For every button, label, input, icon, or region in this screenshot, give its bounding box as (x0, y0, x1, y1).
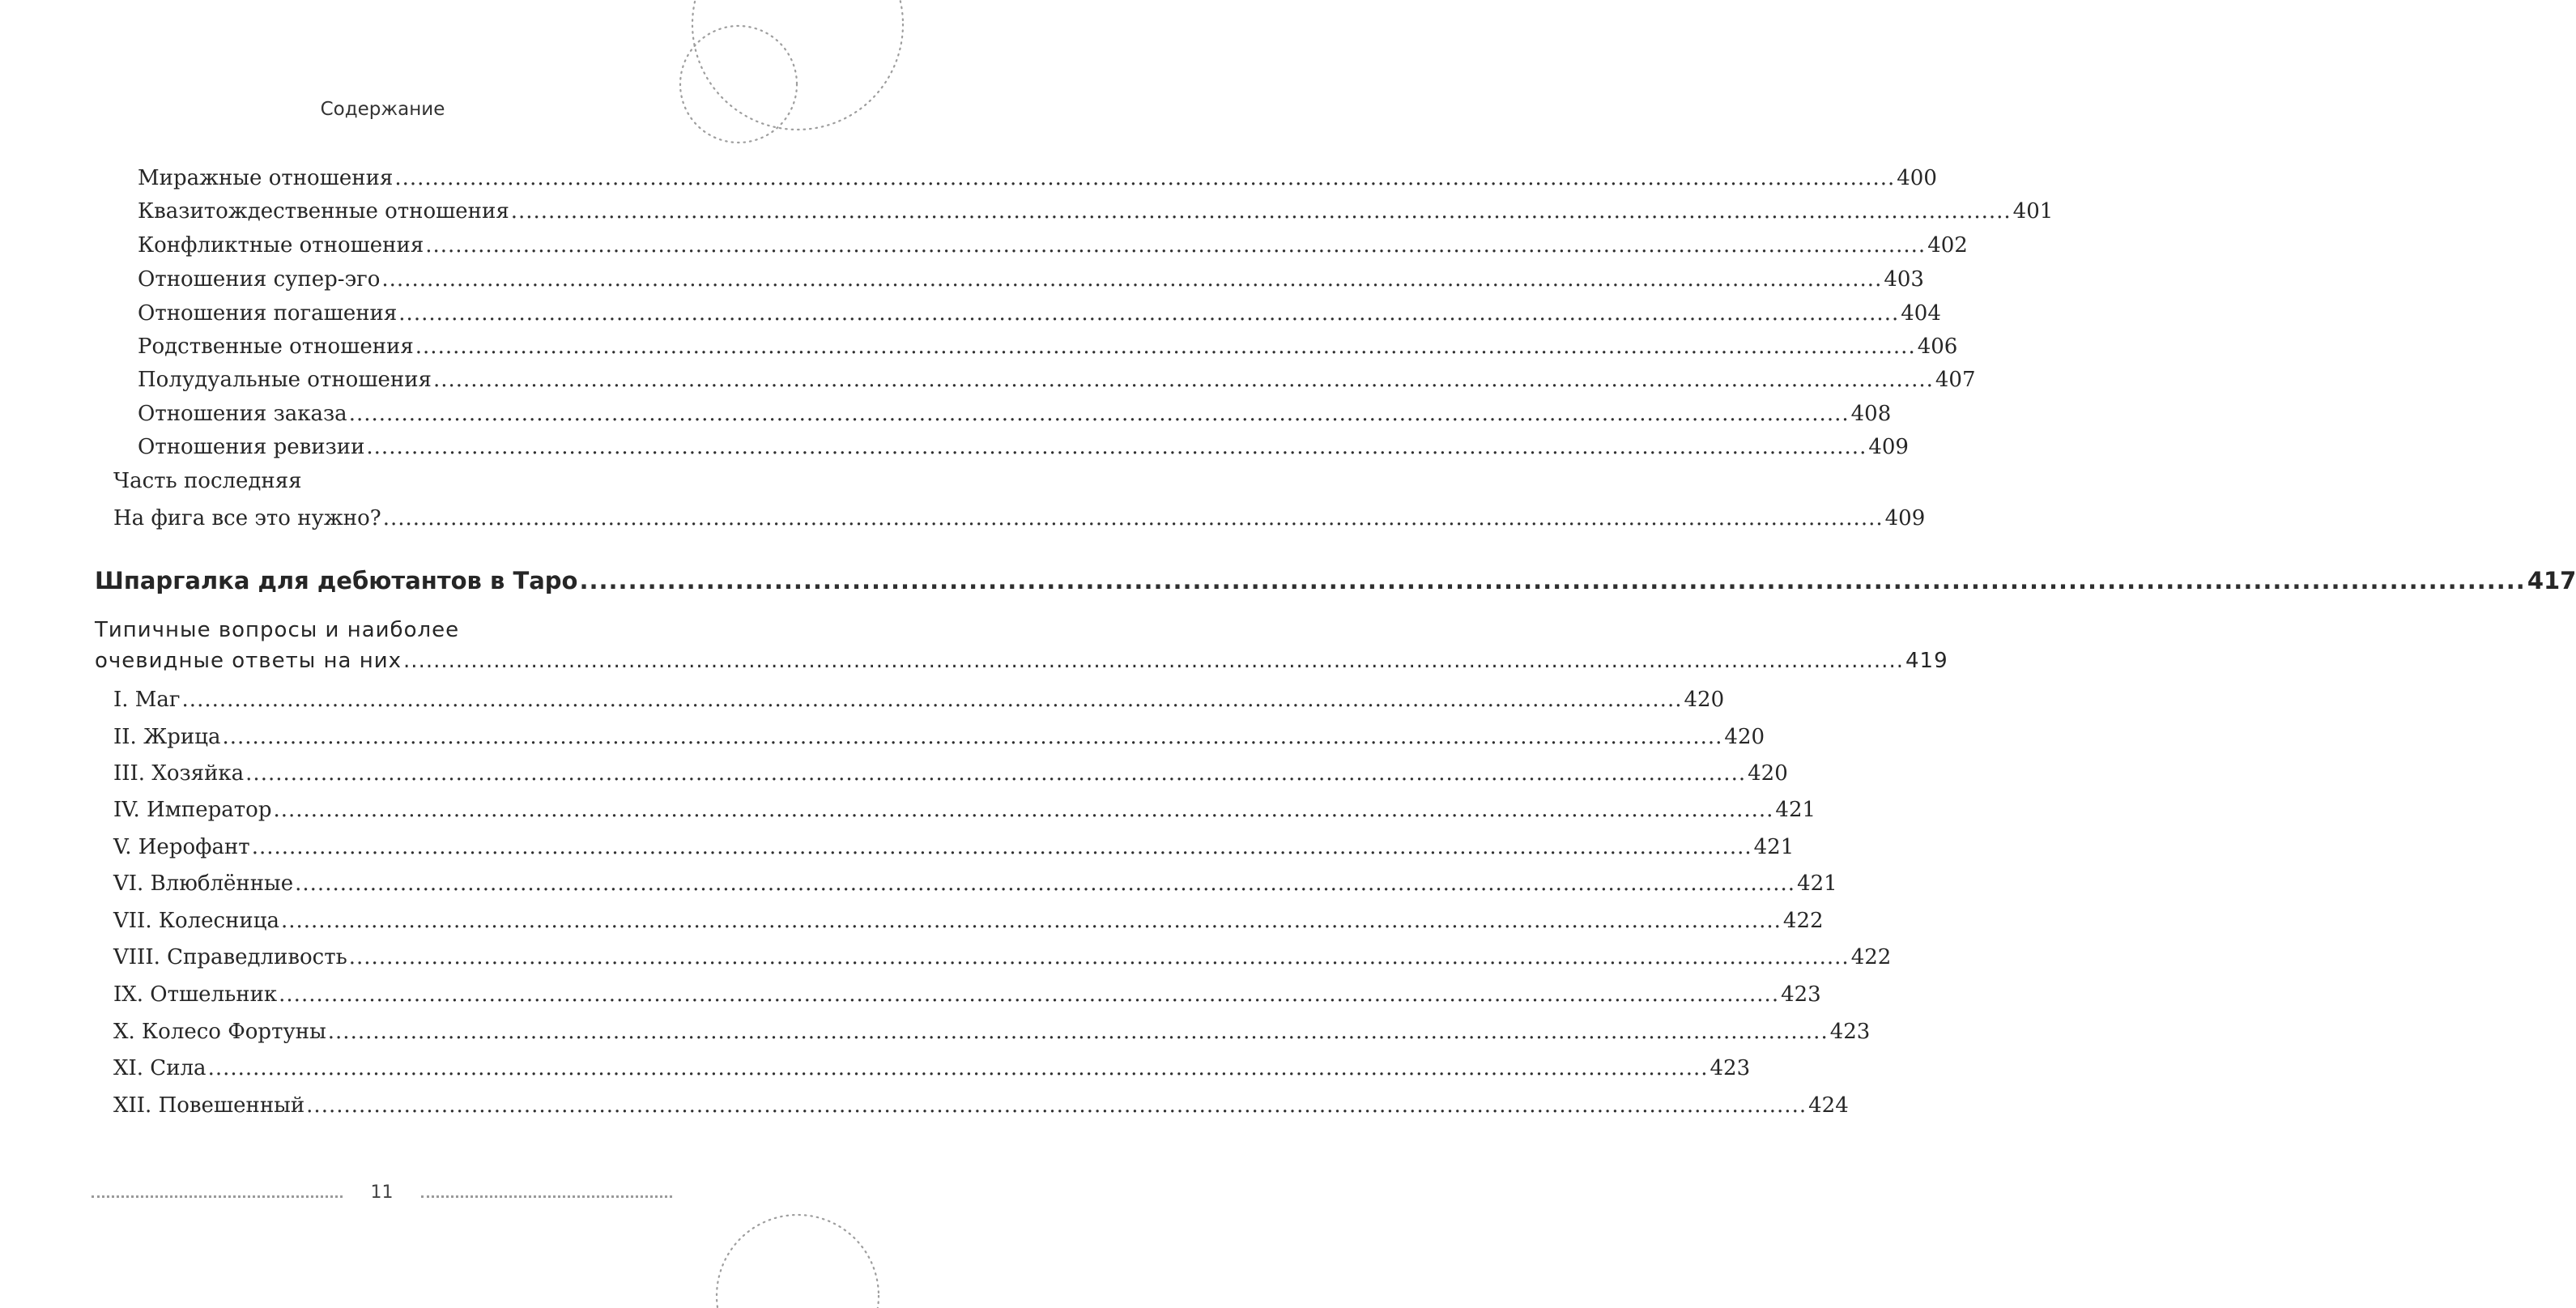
toc-entry-page: 407 (1935, 368, 1976, 392)
toc-entry[interactable] (113, 796, 1816, 824)
dot-leader: ........................................................................................................................................................................................................ (579, 567, 2526, 594)
toc-entry-label: Отношения супер-эго (138, 267, 381, 292)
toc-entry-label: IX. Отшельник (113, 982, 278, 1007)
toc-entry-page: 424 (1808, 1093, 1849, 1118)
dot-leader: ........................................................................................................................................................................................................ (251, 835, 1752, 859)
toc-entry-label: XI. Сила (113, 1056, 207, 1080)
toc-section-label: очевидные ответы на них (95, 649, 402, 673)
toc-entry-label: Отношения ревизии (138, 435, 365, 459)
dot-leader: ........................................................................................................................................................................................................ (348, 945, 1850, 969)
toc-entry-page: 423 (1710, 1056, 1751, 1080)
dot-leader: ........................................................................................................................................................................................................ (245, 761, 1747, 786)
part-title: Часть последняя (113, 469, 302, 493)
toc-entry-label: XII. Повешенный (113, 1093, 305, 1118)
dot-leader: ........................................................................................................................................................................................................ (280, 909, 1782, 933)
toc-entry[interactable] (113, 505, 1926, 532)
toc-entry-label: VIII. Справедливость (113, 945, 347, 969)
toc-entry-page: 420 (1748, 761, 1788, 786)
toc-entry[interactable] (138, 433, 1909, 461)
dot-leader: ........................................................................................................................................................................................................ (327, 1020, 1829, 1044)
toc-entry[interactable] (113, 944, 1892, 971)
toc-entry-label: I. Маг (113, 688, 181, 712)
toc-entry-page: 401 (2012, 199, 2054, 224)
toc-entry[interactable] (113, 686, 1725, 714)
toc-section-cheatsheet[interactable] (95, 565, 2576, 596)
toc-section-label: Шпаргалка для дебютантов в Таро (95, 567, 578, 594)
dot-leader: ........................................................................................................................................................................................................ (425, 233, 1927, 258)
toc-entry-page: 409 (1868, 435, 1909, 459)
toc-section-questions-line1: Типичные вопросы и наиболее (95, 618, 460, 642)
toc-entry[interactable] (113, 1018, 1871, 1046)
toc-entry[interactable] (138, 400, 1892, 428)
toc-entry-page: 423 (1829, 1020, 1871, 1044)
toc-entry-page: 421 (1775, 798, 1816, 822)
toc-entry-label: IV. Император (113, 798, 272, 822)
toc-entry-label: Миражные отношения (138, 166, 394, 190)
toc-entry-label: Родственные отношения (138, 334, 414, 359)
dot-leader: ........................................................................................................................................................................................................ (432, 368, 1934, 392)
toc-entry-page: 404 (1901, 301, 1941, 326)
dot-leader: ........................................................................................................................................................................................................ (510, 199, 2012, 224)
toc-entry-page: 402 (1927, 233, 1968, 258)
dot-leader: ........................................................................................................................................................................................................ (403, 649, 1904, 673)
dotted-rule-right (421, 1195, 672, 1198)
toc-entry[interactable] (113, 870, 1837, 897)
toc-entry-label: X. Колесо Фортуны (113, 1020, 326, 1044)
toc-entry-label: II. Жрица (113, 725, 221, 749)
toc-entry-page: 400 (1897, 166, 1937, 190)
toc-entry-page: 422 (1850, 945, 1892, 969)
toc-entry[interactable] (138, 300, 1941, 327)
toc-entry-label: V. Иерофант (113, 835, 250, 859)
toc-entry-label: VII. Колесница (113, 909, 279, 933)
dot-leader: ........................................................................................................................................................................................................ (222, 725, 1723, 749)
running-head-title: Содержание (320, 99, 445, 120)
toc-entry[interactable] (113, 1054, 1751, 1082)
dot-leader: ........................................................................................................................................................................................................ (207, 1056, 1709, 1080)
toc-entry-page: 409 (1884, 506, 1926, 530)
toc-entry[interactable] (138, 198, 2054, 225)
toc-entry-page: 423 (1781, 982, 1821, 1007)
dot-leader: ........................................................................................................................................................................................................ (273, 798, 1774, 822)
toc-entry-page: 403 (1884, 267, 1924, 292)
toc-entry[interactable] (113, 1092, 1849, 1119)
toc-entry-page: 420 (1684, 688, 1725, 712)
page-number: 11 (370, 1182, 394, 1203)
dot-leader: ........................................................................................................................................................................................................ (181, 688, 1683, 712)
toc-entry[interactable] (138, 164, 1937, 192)
dot-leader: ........................................................................................................................................................................................................ (382, 506, 1884, 530)
toc-entry-label: Квазитождественные отношения (138, 199, 509, 224)
toc-entry-page: 406 (1917, 334, 1958, 359)
toc-entry-label: Полудуальные отношения (138, 368, 432, 392)
dot-leader: ........................................................................................................................................................................................................ (394, 166, 1896, 190)
toc-entry-label: VI. Влюблённые (113, 871, 294, 896)
toc-entry[interactable] (113, 907, 1824, 935)
dot-leader: ........................................................................................................................................................................................................ (366, 435, 1867, 459)
toc-section-questions[interactable] (95, 647, 1948, 675)
dot-leader: ........................................................................................................................................................................................................ (306, 1093, 1807, 1118)
dotted-circle-bottom (717, 1215, 879, 1308)
toc-entry[interactable] (138, 232, 1968, 259)
toc-entry-page: 408 (1850, 402, 1892, 426)
dotted-circle-small (680, 26, 797, 143)
toc-entry-page: 422 (1782, 909, 1824, 933)
dot-leader: ........................................................................................................................................................................................................ (381, 267, 1883, 292)
toc-entry-label: На фига все это нужно? (113, 506, 381, 530)
toc-entry[interactable] (113, 760, 1788, 787)
toc-entry-label: Отношения заказа (138, 402, 347, 426)
toc-section-page: 417 (2527, 567, 2576, 594)
toc-section-page: 419 (1905, 649, 1948, 673)
dot-leader: ........................................................................................................................................................................................................ (279, 982, 1780, 1007)
toc-entry[interactable] (138, 266, 1924, 293)
toc-entry[interactable] (113, 833, 1795, 861)
toc-entry[interactable] (138, 366, 1976, 394)
toc-entry-label: Конфликтные отношения (138, 233, 424, 258)
toc-entry-page: 420 (1724, 725, 1765, 749)
toc-entry-label: Отношения погашения (138, 301, 398, 326)
toc-entry-page: 421 (1753, 835, 1795, 859)
toc-entry[interactable] (113, 723, 1765, 751)
toc-entry[interactable] (113, 981, 1821, 1008)
page-footer (92, 1182, 672, 1210)
dot-leader: ........................................................................................................................................................................................................ (295, 871, 1796, 896)
dot-leader: ........................................................................................................................................................................................................ (415, 334, 1916, 359)
toc-entry-page: 421 (1797, 871, 1837, 896)
toc-entry-label: III. Хозяйка (113, 761, 245, 786)
dot-leader: ........................................................................................................................................................................................................ (348, 402, 1850, 426)
dot-leader: ........................................................................................................................................................................................................ (398, 301, 1900, 326)
toc-entry[interactable] (138, 333, 1958, 360)
